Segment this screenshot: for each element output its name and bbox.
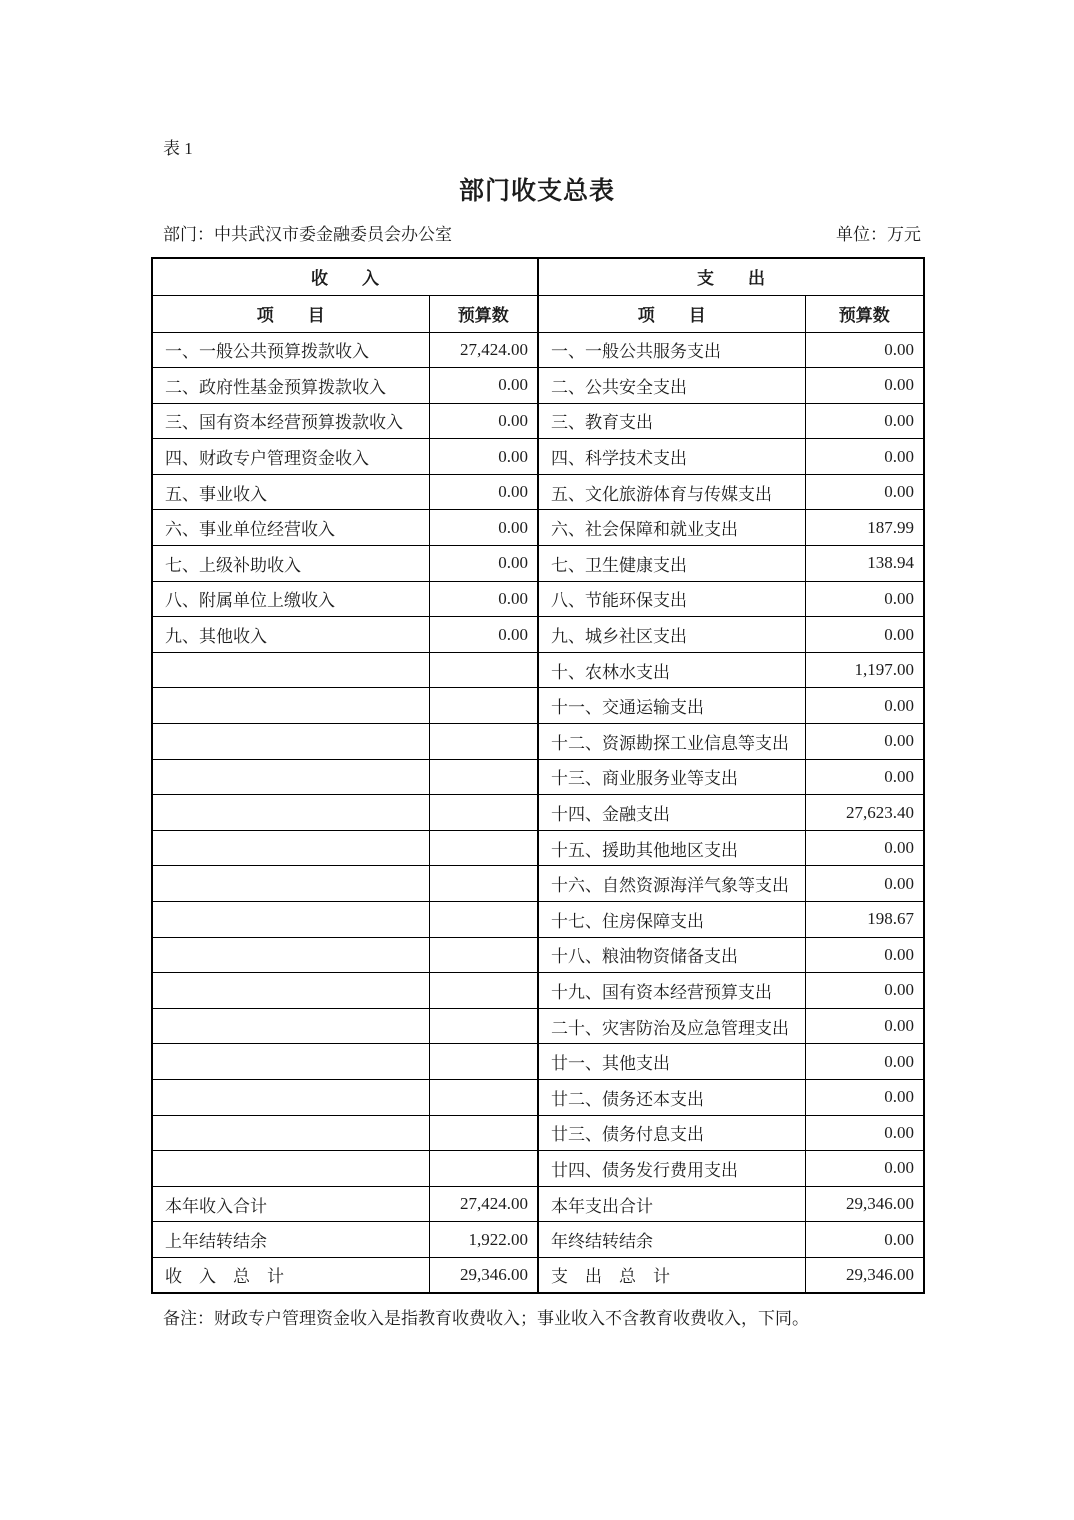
expense-value-cell: 0.00 [805, 474, 924, 510]
expense-item-cell: 十二、资源勘探工业信息等支出 [538, 724, 805, 760]
income-value-cell [429, 795, 538, 831]
income-item-cell [152, 1008, 429, 1044]
income-item-cell [152, 724, 429, 760]
income-item-cell [152, 652, 429, 688]
expense-value-cell: 0.00 [805, 688, 924, 724]
expense-item-cell: 廿一、其他支出 [538, 1044, 805, 1080]
expense-value-cell: 187.99 [805, 510, 924, 546]
expense-item-cell: 十六、自然资源海洋气象等支出 [538, 866, 805, 902]
expense-item-cell: 廿三、债务付息支出 [538, 1115, 805, 1151]
income-value-cell [429, 902, 538, 938]
income-value-cell [429, 1008, 538, 1044]
table-row [152, 617, 924, 653]
income-item-cell: 上年结转结余 [152, 1222, 429, 1258]
expense-item-cell: 六、社会保障和就业支出 [538, 510, 805, 546]
expense-item-cell: 四、科学技术支出 [538, 439, 805, 475]
income-item-cell [152, 1044, 429, 1080]
column-header-row [152, 295, 924, 332]
table-row [152, 866, 924, 902]
page-title: 部门收支总表 [458, 178, 615, 205]
expense-value-cell: 0.00 [805, 1008, 924, 1044]
section-header-row [152, 258, 924, 295]
income-item-cell [152, 866, 429, 902]
expense-value-cell: 1,197.00 [805, 652, 924, 688]
income-value-cell: 0.00 [429, 546, 538, 582]
expense-item-cell: 九、城乡社区支出 [538, 617, 805, 653]
income-value-cell [429, 759, 538, 795]
table-row [152, 724, 924, 760]
expense-item-cell: 十一、交通运输支出 [538, 688, 805, 724]
income-value-cell: 0.00 [429, 368, 538, 404]
income-value-cell [429, 1079, 538, 1115]
expense-item-cell: 十九、国有资本经营预算支出 [538, 973, 805, 1009]
meta-row [151, 226, 923, 244]
sheet-label: 表 1 [163, 139, 193, 158]
expense-item-cell: 十、农林水支出 [538, 652, 805, 688]
expense-item-cell: 十四、金融支出 [538, 795, 805, 831]
table-row [152, 902, 924, 938]
expense-section-header: 支 出 [538, 258, 924, 295]
table-row [152, 795, 924, 831]
expense-value-cell: 0.00 [805, 1151, 924, 1187]
expense-budget-column-header: 预算数 [805, 295, 924, 332]
expense-value-cell: 0.00 [805, 368, 924, 404]
expense-value-cell: 0.00 [805, 866, 924, 902]
income-item-cell: 八、附属单位上缴收入 [152, 581, 429, 617]
table-row [152, 510, 924, 546]
expense-item-cell: 廿四、债务发行费用支出 [538, 1151, 805, 1187]
expense-item-cell: 八、节能环保支出 [538, 581, 805, 617]
department-label: 部门：中共武汉市委金融委员会办公室 [163, 225, 452, 244]
table-row [152, 1079, 924, 1115]
income-item-cell: 本年收入合计 [152, 1186, 429, 1222]
table-row [152, 1115, 924, 1151]
income-value-cell: 0.00 [429, 474, 538, 510]
expense-value-cell: 0.00 [805, 973, 924, 1009]
expense-value-cell: 0.00 [805, 581, 924, 617]
income-item-cell [152, 973, 429, 1009]
table-row [152, 973, 924, 1009]
income-item-cell: 九、其他收入 [152, 617, 429, 653]
table-row [152, 581, 924, 617]
expense-item-cell: 七、卫生健康支出 [538, 546, 805, 582]
table-row [152, 1151, 924, 1187]
table-row [152, 937, 924, 973]
expense-item-cell: 一、一般公共服务支出 [538, 332, 805, 368]
income-item-cell [152, 1115, 429, 1151]
budget-table-body [152, 332, 924, 1293]
income-value-cell [429, 724, 538, 760]
income-value-cell: 0.00 [429, 581, 538, 617]
expense-item-cell: 廿二、债务还本支出 [538, 1079, 805, 1115]
table-row [152, 1186, 924, 1222]
income-item-cell: 五、事业收入 [152, 474, 429, 510]
expense-value-cell: 29,346.00 [805, 1257, 924, 1293]
income-value-cell: 0.00 [429, 510, 538, 546]
budget-table [151, 257, 925, 1294]
expense-value-cell: 0.00 [805, 403, 924, 439]
income-item-cell [152, 759, 429, 795]
income-item-cell: 三、国有资本经营预算拨款收入 [152, 403, 429, 439]
table-row [152, 1044, 924, 1080]
table-row [152, 546, 924, 582]
income-item-cell [152, 1151, 429, 1187]
income-item-cell [152, 937, 429, 973]
expense-value-cell: 0.00 [805, 1079, 924, 1115]
expense-value-cell: 0.00 [805, 759, 924, 795]
income-value-cell: 0.00 [429, 439, 538, 475]
expense-value-cell: 0.00 [805, 830, 924, 866]
budget-table-head [152, 258, 924, 332]
expense-value-cell: 198.67 [805, 902, 924, 938]
income-item-cell: 一、一般公共预算拨款收入 [152, 332, 429, 368]
expense-value-cell: 29,346.00 [805, 1186, 924, 1222]
income-value-cell: 1,922.00 [429, 1222, 538, 1258]
income-budget-column-header: 预算数 [429, 295, 538, 332]
income-item-cell: 四、财政专户管理资金收入 [152, 439, 429, 475]
income-value-cell [429, 652, 538, 688]
expense-value-cell: 0.00 [805, 439, 924, 475]
expense-item-cell: 本年支出合计 [538, 1186, 805, 1222]
expense-item-cell: 十八、粮油物资储备支出 [538, 937, 805, 973]
income-item-cell [152, 688, 429, 724]
income-value-cell: 27,424.00 [429, 332, 538, 368]
expense-item-cell: 十五、援助其他地区支出 [538, 830, 805, 866]
income-value-cell [429, 866, 538, 902]
table-row [152, 759, 924, 795]
expense-item-cell: 十七、住房保障支出 [538, 902, 805, 938]
income-section-header: 收 入 [152, 258, 538, 295]
income-value-cell: 0.00 [429, 617, 538, 653]
income-item-column-header: 项 目 [152, 295, 429, 332]
expense-item-cell: 支 出 总 计 [538, 1257, 805, 1293]
income-value-cell [429, 688, 538, 724]
income-value-cell: 0.00 [429, 403, 538, 439]
table-row [152, 1008, 924, 1044]
income-item-cell [152, 795, 429, 831]
expense-item-cell: 三、教育支出 [538, 403, 805, 439]
expense-value-cell: 0.00 [805, 1222, 924, 1258]
expense-item-cell: 十三、商业服务业等支出 [538, 759, 805, 795]
expense-item-column-header: 项 目 [538, 295, 805, 332]
expense-item-cell: 二十、灾害防治及应急管理支出 [538, 1008, 805, 1044]
income-item-cell: 二、政府性基金预算拨款收入 [152, 368, 429, 404]
footnote: 备注：财政专户管理资金收入是指教育收费收入；事业收入不含教育收费收入，下同。 [163, 1309, 809, 1329]
income-value-cell [429, 1115, 538, 1151]
income-item-cell: 收 入 总 计 [152, 1257, 429, 1293]
unit-label: 单位：万元 [836, 225, 921, 244]
expense-value-cell: 0.00 [805, 1044, 924, 1080]
income-value-cell [429, 937, 538, 973]
table-row [152, 1222, 924, 1258]
income-value-cell [429, 1151, 538, 1187]
income-item-cell [152, 1079, 429, 1115]
expense-value-cell: 0.00 [805, 617, 924, 653]
table-row [152, 688, 924, 724]
expense-item-cell: 年终结转结余 [538, 1222, 805, 1258]
table-row [152, 1257, 924, 1293]
expense-item-cell: 五、文化旅游体育与传媒支出 [538, 474, 805, 510]
table-row [152, 403, 924, 439]
table-row [152, 652, 924, 688]
table-row [152, 830, 924, 866]
income-value-cell: 29,346.00 [429, 1257, 538, 1293]
income-value-cell [429, 973, 538, 1009]
table-row [152, 368, 924, 404]
expense-value-cell: 0.00 [805, 937, 924, 973]
income-value-cell [429, 830, 538, 866]
income-item-cell [152, 830, 429, 866]
expense-value-cell: 27,623.40 [805, 795, 924, 831]
income-value-cell: 27,424.00 [429, 1186, 538, 1222]
expense-value-cell: 0.00 [805, 724, 924, 760]
income-item-cell: 六、事业单位经营收入 [152, 510, 429, 546]
table-row [152, 439, 924, 475]
document-sheet [151, 0, 923, 1328]
table-row [152, 332, 924, 368]
table-row [152, 474, 924, 510]
income-item-cell [152, 902, 429, 938]
income-item-cell: 七、上级补助收入 [152, 546, 429, 582]
expense-value-cell: 0.00 [805, 1115, 924, 1151]
expense-item-cell: 二、公共安全支出 [538, 368, 805, 404]
expense-value-cell: 0.00 [805, 332, 924, 368]
expense-value-cell: 138.94 [805, 546, 924, 582]
income-value-cell [429, 1044, 538, 1080]
